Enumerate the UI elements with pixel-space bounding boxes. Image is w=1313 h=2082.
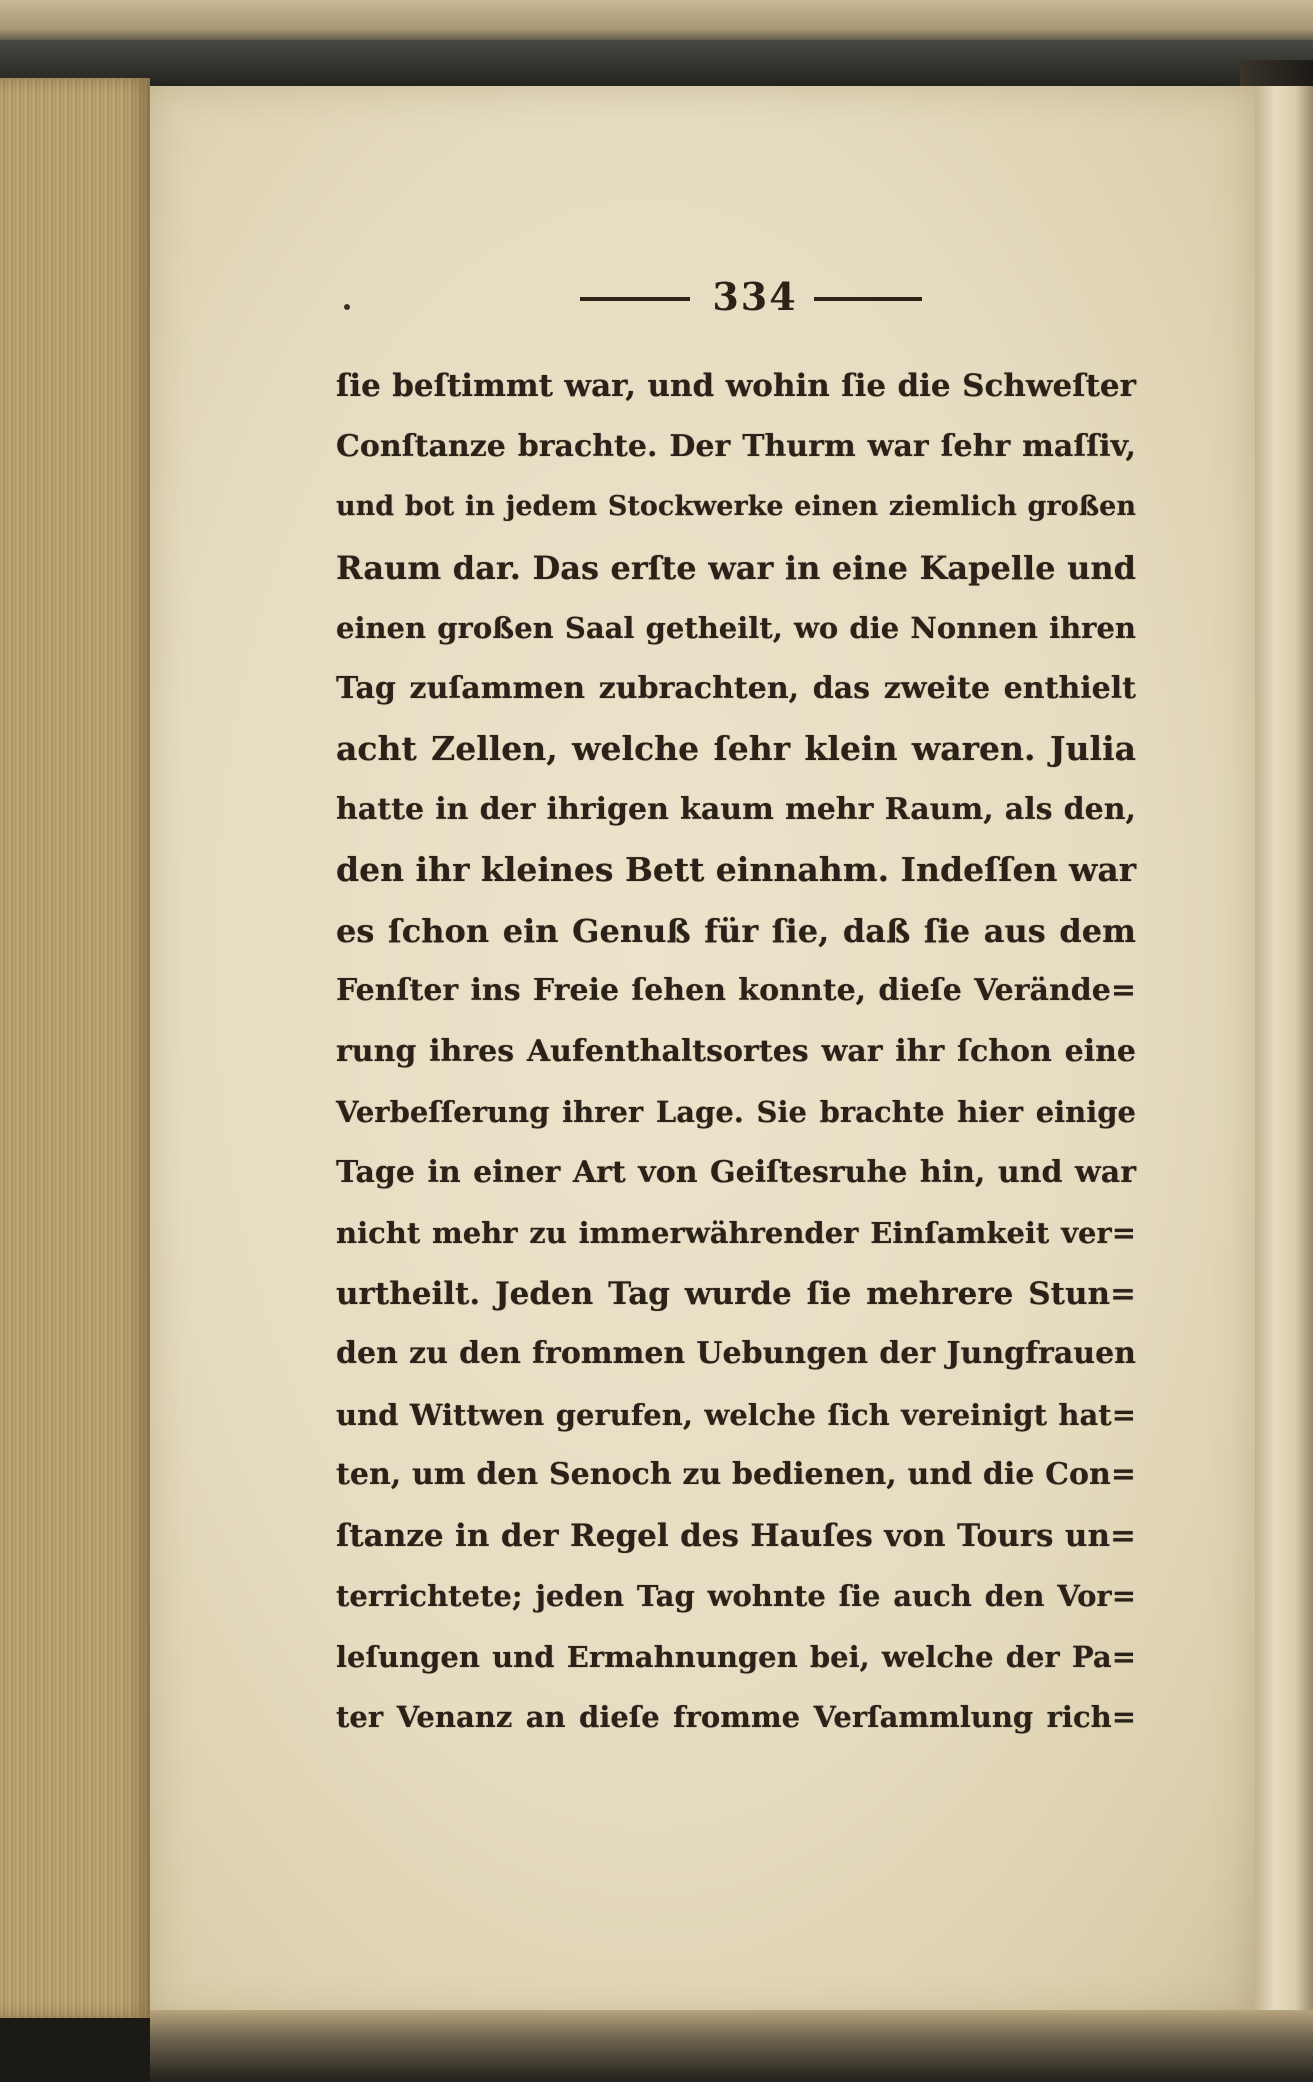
page-body-text [336,356,1136,1748]
text-line: Conſtanze brachte. Der Thurm war ſehr maſſiv, [336,428,1136,464]
text-line: acht Zellen, welche ſehr klein waren. Julia [336,729,1136,768]
text-line: ſie beſtimmt war, und wohin ſie die Schweſter [336,368,1136,404]
text-line: nicht mehr zu immerwährender Einſamkeit ver= [336,1216,1136,1250]
text-line: und Wittwen gerufen, welche ſich vereinigt hat= [336,1397,1136,1432]
text-line: rung ihres Aufenthaltsortes war ihr ſchon eine [336,1033,1136,1069]
text-line: den ihr kleines Bett einnahm. Indeſſen war [336,850,1137,889]
text-line: Tage in einer Art von Geiſtesruhe hin, und war [336,1154,1136,1190]
text-line: leſungen und Ermahnungen bei, welche der Pa= [336,1639,1136,1674]
page-number: 334 [712,274,798,319]
text-line: Verbeſſerung ihrer Lage. Sie brachte hier einige [336,1095,1136,1129]
header-dot-mark [344,304,350,310]
text-line: Fenſter ins Freie ſehen konnte, dieſe Verände= [336,973,1136,1008]
text-line: Raum dar. Das erſte war in eine Kapelle und [336,548,1136,587]
book-cover-edge [0,40,1313,92]
text-line: ter Venanz an dieſe fromme Verſammlung rich= [336,1700,1136,1734]
header-rule-right [814,297,922,301]
text-line: es ſchon ein Genuß für ſie, daß ſie aus dem [336,911,1136,950]
text-line: hatte in der ihrigen kaum mehr Raum, als den, [336,791,1136,827]
text-line: ten, um den Senoch zu bedienen, und die Con= [336,1457,1136,1492]
text-line: Tag zuſammen zubrachten, das zweite enthielt [336,670,1136,706]
text-line: und bot in jedem Stockwerke einen ziemlich großen [336,491,1136,522]
header-rule-left [580,297,690,301]
book-bottom-edge [150,2010,1313,2082]
text-line: ſtanze in der Regel des Hauſes von Tours un= [336,1517,1136,1554]
facing-page-edge [1255,86,1313,2018]
text-line: einen großen Saal getheilt, wo die Nonnen ihren [336,611,1136,645]
text-line: terrichtete; jeden Tag wohnte ſie auch den Vor= [336,1579,1136,1613]
text-line: den zu den frommen Uebungen der Jungfrauen [336,1336,1136,1371]
page-stack-edge [0,78,150,2018]
text-line: urtheilt. Jeden Tag wurde ſie mehrere Stun= [336,1275,1136,1312]
page-header [330,268,890,338]
